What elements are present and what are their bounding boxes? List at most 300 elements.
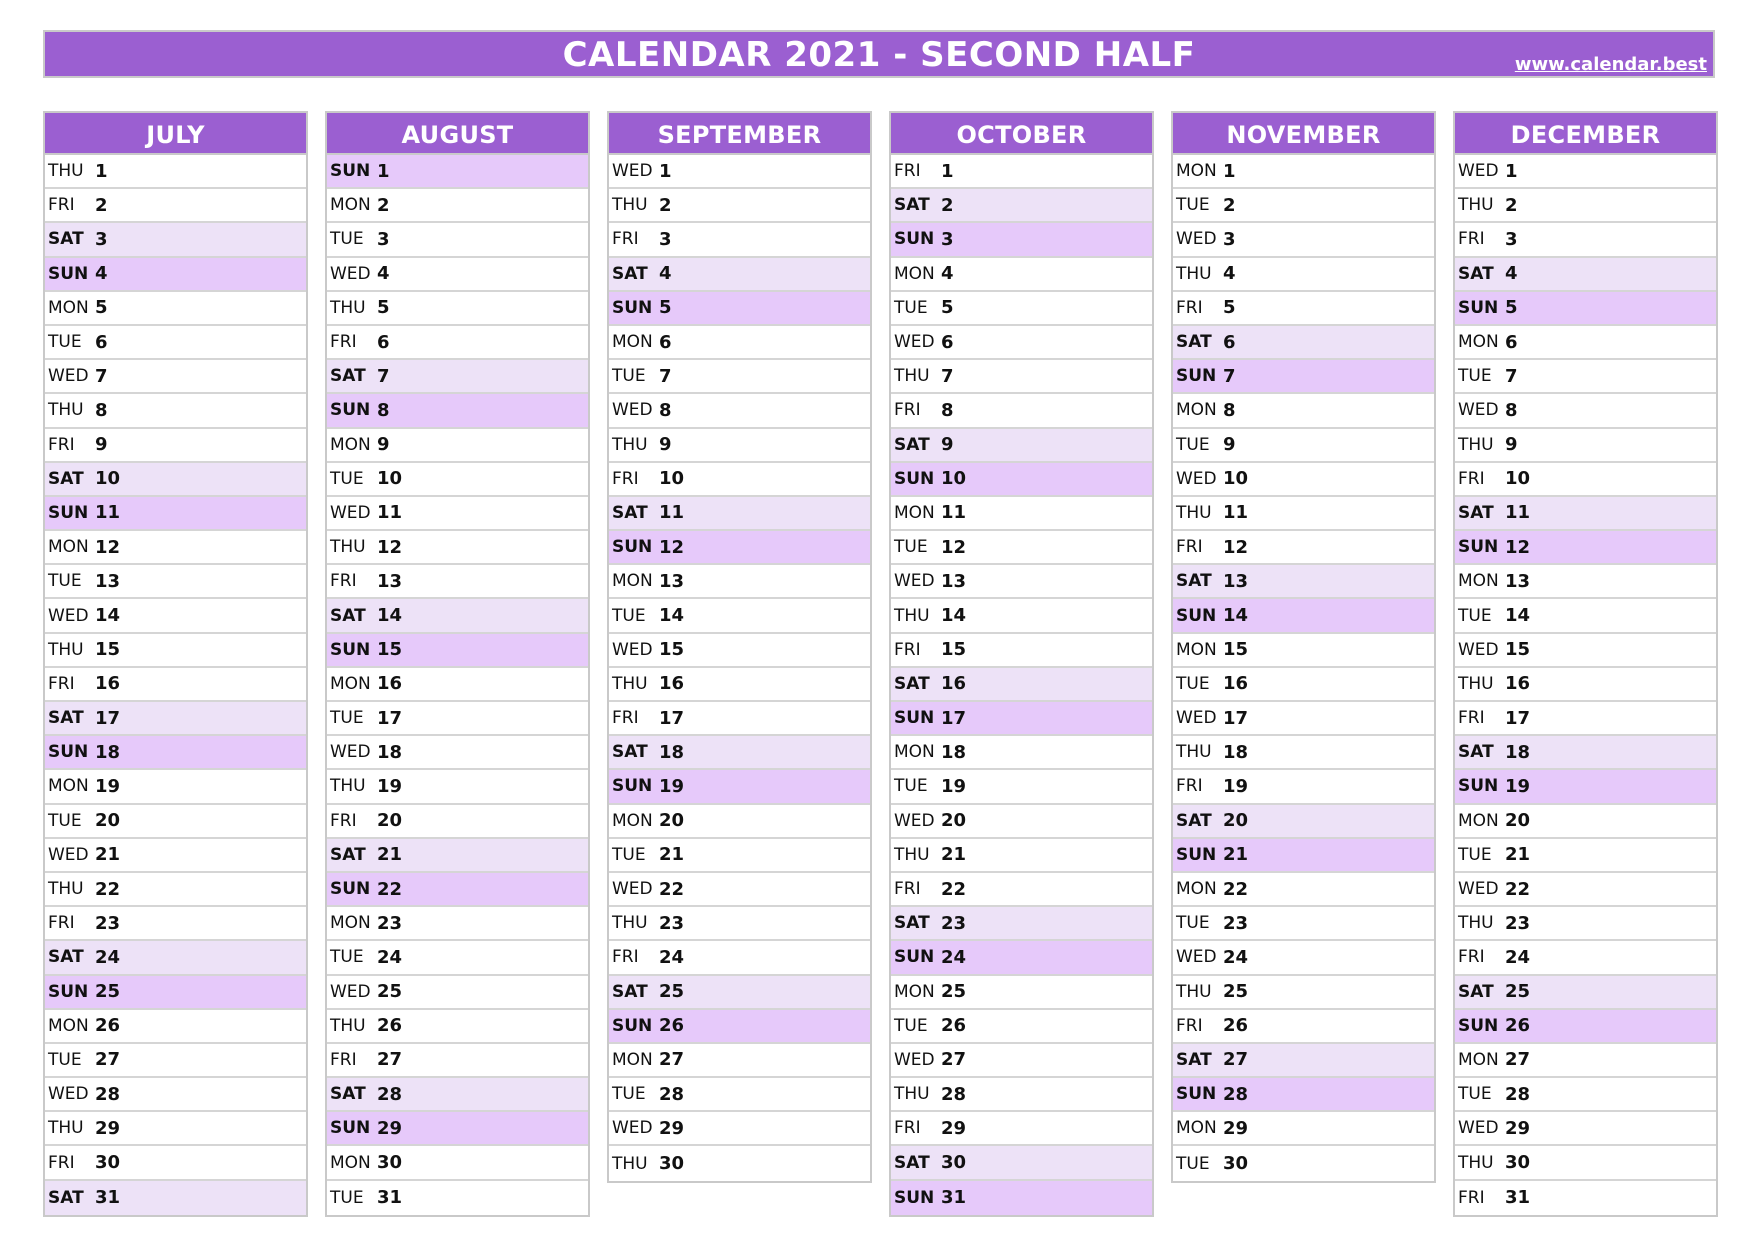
day-of-week: SUN — [612, 1015, 653, 1036]
day-number: 6 — [377, 331, 390, 353]
day-number: 22 — [377, 878, 403, 900]
day-number: 11 — [1505, 502, 1531, 524]
day-number: 5 — [941, 297, 954, 319]
day-of-week: TUE — [894, 297, 928, 318]
day-of-week: WED — [330, 502, 371, 523]
day-row — [327, 1044, 588, 1078]
day-number: 17 — [659, 707, 685, 729]
day-row — [45, 531, 306, 565]
day-number: 17 — [941, 707, 967, 729]
day-row — [891, 155, 1152, 189]
day-of-week: FRI — [330, 571, 357, 592]
day-number: 12 — [1505, 536, 1531, 558]
day-of-week: SAT — [48, 1187, 84, 1208]
day-number: 23 — [95, 912, 121, 934]
day-row — [1455, 1181, 1716, 1215]
day-of-week: THU — [612, 673, 648, 694]
day-of-week: SUN — [1176, 366, 1217, 387]
day-of-week: SAT — [1176, 1049, 1212, 1070]
day-number: 5 — [659, 297, 672, 319]
day-number: 16 — [659, 673, 685, 695]
day-number: 8 — [941, 399, 954, 421]
day-of-week: MON — [1176, 879, 1217, 900]
day-number: 21 — [95, 844, 121, 866]
day-number: 29 — [377, 1117, 403, 1139]
day-number: 25 — [1223, 981, 1249, 1003]
day-row — [327, 941, 588, 975]
day-of-week: THU — [330, 1015, 366, 1036]
day-of-week: SAT — [1458, 742, 1494, 763]
day-number: 3 — [95, 228, 108, 250]
day-of-week: SUN — [330, 879, 371, 900]
day-of-week: MON — [612, 1049, 653, 1070]
day-number: 11 — [377, 502, 403, 524]
day-number: 29 — [1505, 1117, 1531, 1139]
day-row — [1173, 976, 1434, 1010]
day-row — [1455, 1146, 1716, 1180]
day-row — [1173, 429, 1434, 463]
day-row — [327, 223, 588, 257]
day-row — [327, 1181, 588, 1215]
day-number: 21 — [377, 844, 403, 866]
day-number: 31 — [941, 1187, 967, 1209]
day-of-week: THU — [1458, 913, 1494, 934]
day-of-week: SUN — [894, 229, 935, 250]
day-number: 24 — [377, 946, 403, 968]
day-row — [327, 1010, 588, 1044]
day-of-week: THU — [1176, 502, 1212, 523]
day-row — [1455, 599, 1716, 633]
day-number: 31 — [95, 1187, 121, 1209]
day-of-week: WED — [612, 879, 653, 900]
day-number: 27 — [941, 1049, 967, 1071]
day-row — [891, 463, 1152, 497]
month-header: AUGUST — [327, 113, 588, 155]
day-row — [891, 531, 1152, 565]
day-number: 18 — [1505, 741, 1531, 763]
day-of-week: TUE — [330, 1187, 364, 1208]
day-number: 23 — [1223, 912, 1249, 934]
day-number: 27 — [659, 1049, 685, 1071]
day-of-week: MON — [1458, 1049, 1499, 1070]
day-row — [327, 497, 588, 531]
day-row — [1455, 907, 1716, 941]
day-of-week: SUN — [612, 776, 653, 797]
day-of-week: THU — [894, 366, 930, 387]
day-number: 16 — [941, 673, 967, 695]
day-number: 4 — [1223, 263, 1236, 285]
day-row — [327, 258, 588, 292]
day-row — [1173, 394, 1434, 428]
day-of-week: WED — [330, 742, 371, 763]
day-row — [1173, 805, 1434, 839]
day-number: 5 — [377, 297, 390, 319]
day-row — [1455, 1078, 1716, 1112]
day-row — [1455, 634, 1716, 668]
day-number: 26 — [659, 1015, 685, 1037]
day-number: 4 — [95, 263, 108, 285]
day-of-week: MON — [1458, 571, 1499, 592]
day-of-week: WED — [894, 571, 935, 592]
day-number: 22 — [941, 878, 967, 900]
day-row — [327, 1112, 588, 1146]
day-of-week: FRI — [48, 1152, 75, 1173]
day-row — [1173, 839, 1434, 873]
day-row — [891, 907, 1152, 941]
day-row — [327, 155, 588, 189]
day-number: 14 — [1223, 605, 1249, 627]
page-title: CALENDAR 2021 - SECOND HALF — [562, 35, 1196, 75]
day-number: 13 — [1223, 570, 1249, 592]
day-of-week: SAT — [894, 195, 930, 216]
day-row — [609, 1146, 870, 1180]
day-row — [327, 429, 588, 463]
day-number: 8 — [659, 399, 672, 421]
day-of-week: WED — [1458, 1118, 1499, 1139]
month-header: NOVEMBER — [1173, 113, 1434, 155]
day-row — [891, 292, 1152, 326]
day-of-week: SUN — [894, 1187, 935, 1208]
day-number: 24 — [659, 946, 685, 968]
day-number: 31 — [1505, 1187, 1531, 1209]
month-column — [325, 111, 590, 1217]
day-of-week: FRI — [894, 1118, 921, 1139]
day-number: 6 — [941, 331, 954, 353]
day-row — [1455, 360, 1716, 394]
day-row — [45, 599, 306, 633]
day-number: 13 — [941, 570, 967, 592]
day-number: 10 — [377, 468, 403, 490]
month-column — [1453, 111, 1718, 1217]
day-row — [327, 565, 588, 599]
day-number: 19 — [95, 775, 121, 797]
day-number: 30 — [941, 1152, 967, 1174]
day-of-week: FRI — [330, 810, 357, 831]
day-row — [1455, 155, 1716, 189]
day-row — [327, 976, 588, 1010]
day-number: 10 — [941, 468, 967, 490]
day-of-week: WED — [1458, 161, 1499, 182]
day-number: 16 — [95, 673, 121, 695]
day-number: 20 — [941, 810, 967, 832]
day-row — [891, 326, 1152, 360]
day-number: 9 — [941, 434, 954, 456]
day-row — [891, 599, 1152, 633]
day-row — [1455, 326, 1716, 360]
day-number: 11 — [1223, 502, 1249, 524]
day-row — [609, 599, 870, 633]
day-number: 3 — [1505, 228, 1518, 250]
day-of-week: SAT — [894, 434, 930, 455]
day-of-week: THU — [330, 776, 366, 797]
day-number: 8 — [377, 399, 390, 421]
day-row — [1173, 1010, 1434, 1044]
day-number: 22 — [659, 878, 685, 900]
day-number: 6 — [1505, 331, 1518, 353]
day-of-week: FRI — [1176, 776, 1203, 797]
day-row — [1173, 907, 1434, 941]
day-number: 11 — [941, 502, 967, 524]
day-number: 20 — [1505, 810, 1531, 832]
day-row — [609, 565, 870, 599]
day-number: 7 — [1223, 365, 1236, 387]
day-number: 24 — [1223, 946, 1249, 968]
day-number: 7 — [1505, 365, 1518, 387]
day-of-week: THU — [48, 879, 84, 900]
day-of-week: FRI — [1176, 1015, 1203, 1036]
day-row — [327, 326, 588, 360]
day-number: 26 — [1223, 1015, 1249, 1037]
day-row — [891, 1146, 1152, 1180]
day-of-week: MON — [1176, 639, 1217, 660]
day-of-week: MON — [1458, 332, 1499, 353]
day-number: 17 — [95, 707, 121, 729]
day-of-week: WED — [1176, 229, 1217, 250]
day-of-week: WED — [1458, 400, 1499, 421]
day-of-week: SUN — [1176, 844, 1217, 865]
day-of-week: FRI — [1176, 537, 1203, 558]
day-of-week: SAT — [330, 366, 366, 387]
day-of-week: MON — [612, 571, 653, 592]
day-of-week: FRI — [1458, 1187, 1485, 1208]
day-row — [1173, 292, 1434, 326]
day-of-week: TUE — [330, 229, 364, 250]
day-number: 21 — [659, 844, 685, 866]
day-number: 1 — [1223, 160, 1236, 182]
day-number: 24 — [941, 946, 967, 968]
day-of-week: SUN — [48, 742, 89, 763]
day-row — [609, 531, 870, 565]
day-number: 3 — [659, 228, 672, 250]
day-number: 17 — [1223, 707, 1249, 729]
day-number: 25 — [95, 981, 121, 1003]
day-number: 12 — [95, 536, 121, 558]
day-number: 2 — [1223, 194, 1236, 216]
day-number: 7 — [377, 365, 390, 387]
day-of-week: TUE — [894, 1015, 928, 1036]
day-of-week: MON — [48, 537, 89, 558]
day-row — [45, 805, 306, 839]
day-of-week: SAT — [48, 468, 84, 489]
day-row — [45, 394, 306, 428]
day-of-week: SUN — [894, 468, 935, 489]
day-number: 19 — [1223, 775, 1249, 797]
day-row — [609, 1078, 870, 1112]
site-link[interactable]: www.calendar.best — [1514, 54, 1707, 75]
day-row — [609, 497, 870, 531]
day-of-week: THU — [48, 161, 84, 182]
day-row — [891, 1010, 1152, 1044]
day-row — [1173, 531, 1434, 565]
day-of-week: SAT — [612, 981, 648, 1002]
day-row — [609, 394, 870, 428]
day-of-week: WED — [1176, 708, 1217, 729]
month-header: OCTOBER — [891, 113, 1152, 155]
day-number: 8 — [1505, 399, 1518, 421]
day-of-week: SUN — [1458, 297, 1499, 318]
day-row — [609, 223, 870, 257]
day-of-week: SAT — [894, 1152, 930, 1173]
day-of-week: TUE — [894, 537, 928, 558]
day-number: 11 — [659, 502, 685, 524]
day-of-week: THU — [894, 1084, 930, 1105]
day-number: 1 — [95, 160, 108, 182]
day-number: 30 — [659, 1153, 685, 1175]
day-of-week: TUE — [612, 605, 646, 626]
day-row — [327, 839, 588, 873]
day-row — [45, 873, 306, 907]
day-number: 23 — [1505, 912, 1531, 934]
day-row — [891, 1181, 1152, 1215]
day-of-week: FRI — [330, 1049, 357, 1070]
day-row — [609, 155, 870, 189]
day-of-week: FRI — [330, 332, 357, 353]
day-number: 19 — [377, 775, 403, 797]
day-number: 2 — [941, 194, 954, 216]
day-of-week: WED — [48, 605, 89, 626]
day-number: 20 — [95, 810, 121, 832]
day-row — [609, 907, 870, 941]
months-grid — [43, 111, 1715, 1221]
day-number: 17 — [1505, 707, 1531, 729]
day-row — [609, 770, 870, 804]
day-number: 29 — [1223, 1117, 1249, 1139]
day-row — [45, 326, 306, 360]
day-number: 13 — [1505, 570, 1531, 592]
day-of-week: FRI — [894, 400, 921, 421]
day-of-week: SAT — [612, 502, 648, 523]
day-of-week: THU — [1458, 195, 1494, 216]
day-of-week: TUE — [330, 708, 364, 729]
day-of-week: FRI — [894, 639, 921, 660]
day-row — [891, 770, 1152, 804]
day-number: 25 — [377, 981, 403, 1003]
day-number: 4 — [941, 263, 954, 285]
day-of-week: THU — [330, 297, 366, 318]
day-number: 15 — [95, 639, 121, 661]
day-number: 6 — [659, 331, 672, 353]
day-of-week: SAT — [894, 673, 930, 694]
day-of-week: THU — [48, 639, 84, 660]
day-number: 21 — [941, 844, 967, 866]
day-number: 27 — [95, 1049, 121, 1071]
day-row — [891, 497, 1152, 531]
day-number: 24 — [1505, 946, 1531, 968]
day-row — [45, 155, 306, 189]
day-row — [609, 258, 870, 292]
day-number: 31 — [377, 1187, 403, 1209]
day-of-week: TUE — [1176, 673, 1210, 694]
day-number: 23 — [941, 912, 967, 934]
day-of-week: MON — [330, 913, 371, 934]
day-of-week: THU — [612, 913, 648, 934]
day-of-week: MON — [48, 1015, 89, 1036]
day-number: 14 — [941, 605, 967, 627]
day-row — [1455, 292, 1716, 326]
day-of-week: FRI — [48, 434, 75, 455]
day-row — [327, 668, 588, 702]
day-row — [891, 976, 1152, 1010]
day-row — [45, 770, 306, 804]
day-number: 18 — [659, 741, 685, 763]
day-of-week: SAT — [894, 913, 930, 934]
day-row — [1455, 531, 1716, 565]
day-number: 7 — [659, 365, 672, 387]
day-number: 17 — [377, 707, 403, 729]
day-row — [1455, 736, 1716, 770]
day-of-week: SAT — [1176, 332, 1212, 353]
day-of-week: FRI — [48, 913, 75, 934]
day-row — [1455, 429, 1716, 463]
day-of-week: FRI — [612, 229, 639, 250]
day-number: 9 — [1223, 434, 1236, 456]
day-of-week: FRI — [1176, 297, 1203, 318]
day-of-week: SUN — [612, 537, 653, 558]
day-row — [327, 1078, 588, 1112]
day-of-week: FRI — [612, 947, 639, 968]
day-number: 26 — [1505, 1015, 1531, 1037]
day-number: 30 — [377, 1152, 403, 1174]
day-row — [45, 1044, 306, 1078]
day-number: 12 — [941, 536, 967, 558]
day-of-week: WED — [894, 1049, 935, 1070]
day-row — [327, 463, 588, 497]
day-number: 28 — [1223, 1083, 1249, 1105]
day-of-week: THU — [894, 844, 930, 865]
day-row — [1173, 463, 1434, 497]
day-number: 25 — [941, 981, 967, 1003]
day-of-week: WED — [330, 263, 371, 284]
day-of-week: TUE — [612, 1084, 646, 1105]
day-number: 15 — [1223, 639, 1249, 661]
day-row — [891, 189, 1152, 223]
day-row — [609, 634, 870, 668]
day-of-week: WED — [612, 161, 653, 182]
day-of-week: THU — [1458, 673, 1494, 694]
day-of-week: SAT — [1176, 810, 1212, 831]
day-row — [891, 736, 1152, 770]
day-of-week: SAT — [48, 229, 84, 250]
day-of-week: WED — [612, 1118, 653, 1139]
day-row — [327, 189, 588, 223]
day-number: 23 — [659, 912, 685, 934]
day-row — [327, 1146, 588, 1180]
day-of-week: SUN — [330, 639, 371, 660]
day-row — [1455, 941, 1716, 975]
day-number: 1 — [1505, 160, 1518, 182]
day-number: 27 — [1223, 1049, 1249, 1071]
day-number: 24 — [95, 946, 121, 968]
day-of-week: TUE — [1176, 195, 1210, 216]
day-row — [891, 668, 1152, 702]
day-of-week: SUN — [612, 297, 653, 318]
day-number: 18 — [1223, 741, 1249, 763]
day-of-week: MON — [894, 263, 935, 284]
day-of-week: SUN — [1458, 776, 1499, 797]
day-of-week: TUE — [1176, 1153, 1210, 1174]
day-number: 19 — [1505, 775, 1531, 797]
day-of-week: THU — [48, 400, 84, 421]
day-number: 7 — [941, 365, 954, 387]
day-of-week: MON — [894, 742, 935, 763]
day-of-week: MON — [1176, 400, 1217, 421]
day-of-week: SAT — [612, 742, 648, 763]
day-of-week: WED — [894, 810, 935, 831]
day-of-week: THU — [1458, 1152, 1494, 1173]
day-number: 3 — [1223, 228, 1236, 250]
day-of-week: WED — [1458, 879, 1499, 900]
day-number: 16 — [1223, 673, 1249, 695]
